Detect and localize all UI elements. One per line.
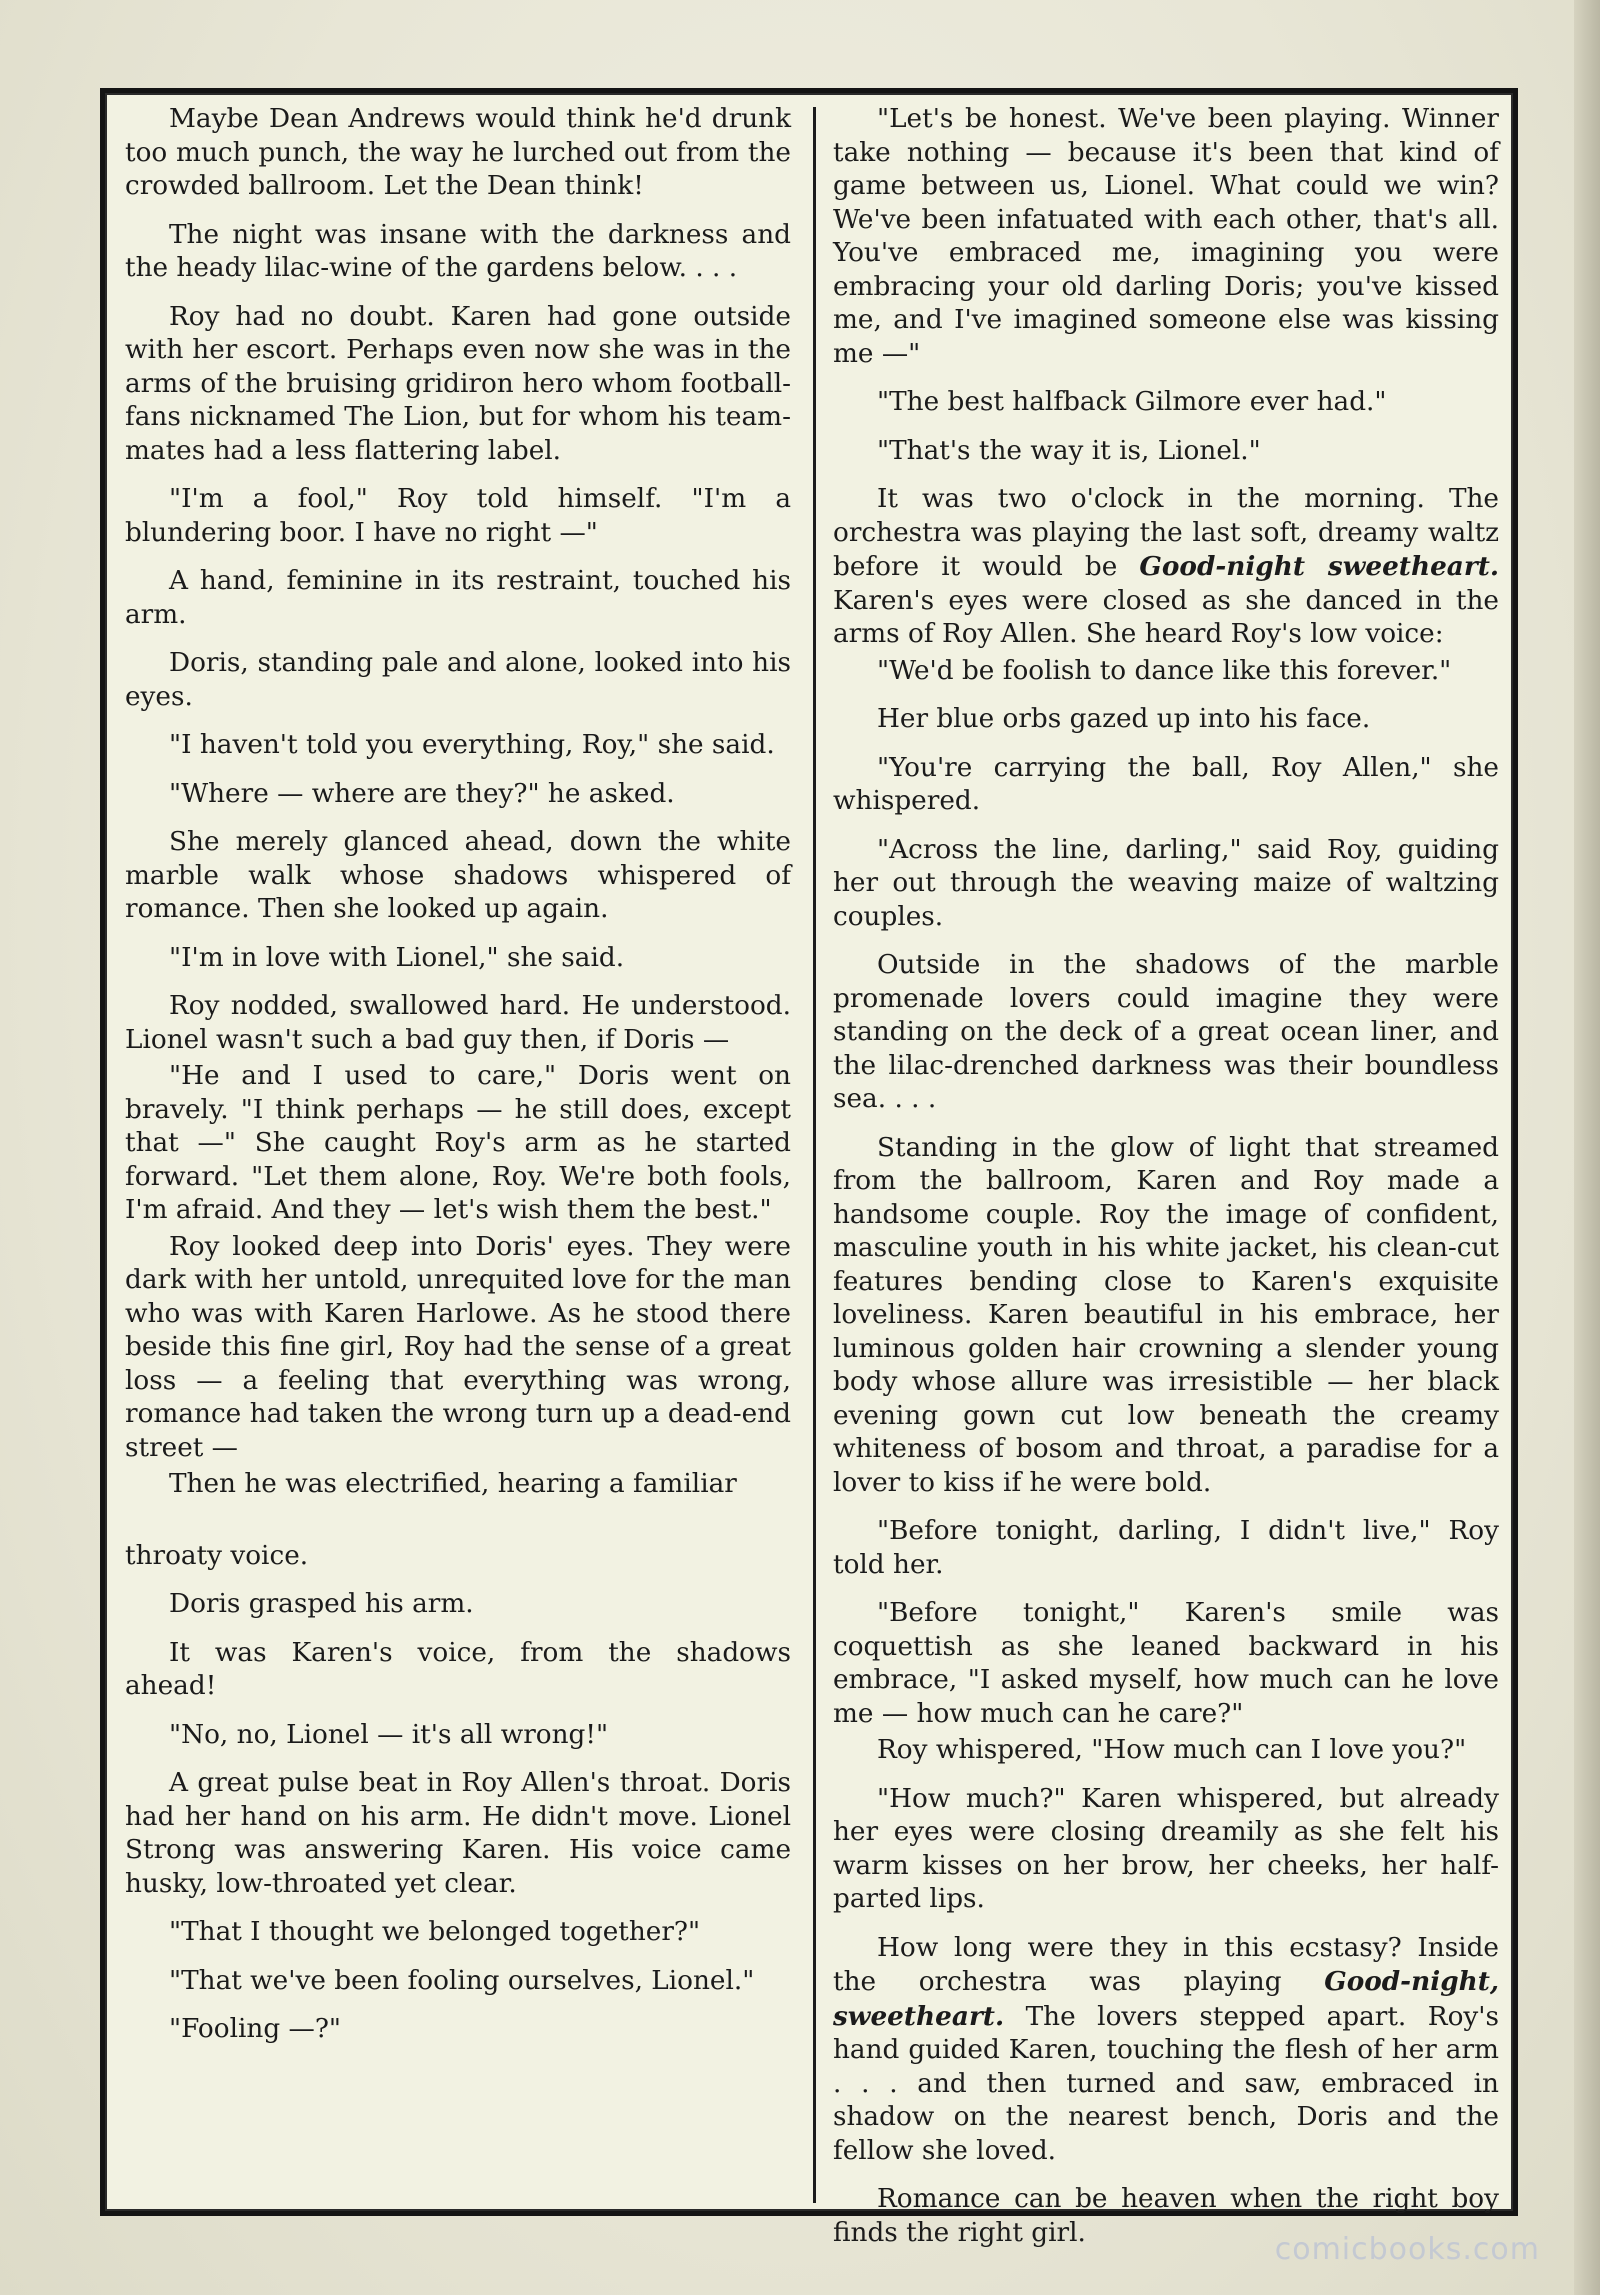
paragraph: A hand, feminine in its restraint, touched his arm.	[125, 566, 791, 630]
paragraph: "We'd be foolish to dance like this forever."	[877, 655, 1452, 686]
paragraph	[833, 1932, 1499, 2169]
paragraph: "That we've been fooling ourselves, Lionel."	[169, 1965, 755, 1996]
story-text-box	[100, 88, 1518, 2248]
paragraph: Outside in the shadows of the marble promenade lovers could imagine they were standing on the deck of a great ocean liner, and the lilac-drenched darkness was their boundless sea. . . .	[833, 950, 1499, 1114]
paragraph: "Across the line, darling," said Roy, guiding her out through the weaving maize of waltzing couples.	[833, 834, 1499, 932]
paragraph: It was Karen's voice, from the shadows ahead!	[125, 1637, 791, 1701]
paragraph: Doris, standing pale and alone, looked into his eyes.	[125, 648, 791, 712]
paragraph: Roy looked deep into Doris' eyes. They were dark with her untold, unrequited love for the man who was with Karen Harlowe. As he stood there beside this fine girl, Roy had the sense of a great loss — a feeling that everything was wrong, romance had taken the wrong turn up a dead-end street —	[125, 1231, 791, 1463]
right-column	[833, 103, 1500, 2248]
paragraph-text: How long were they in this ecstasy? Inside the orchestra was playing	[833, 1932, 1499, 1997]
column-divider	[813, 107, 816, 2203]
paragraph-text: Karen's eyes were closed as she danced in the arms of Roy Allen. She heard Roy's low voice:	[833, 585, 1499, 649]
paragraph: "How much?" Karen whispered, but already her eyes were closing dreamily as she felt his warm kisses on her brow, her cheeks, her half-parted lips.	[833, 1783, 1499, 1914]
watermark: comicbooks.com	[1274, 2232, 1540, 2267]
paragraph: "You're carrying the ball, Roy Allen," she whispered.	[833, 752, 1499, 816]
paragraph: "Where — where are they?" he asked.	[169, 778, 675, 809]
paragraph: Her blue orbs gazed up into his face.	[877, 704, 1371, 734]
paragraph: Maybe Dean Andrews would think he'd drunk too much punch, the way he lurched out from the crowded ballroom. Let the Dean think!	[125, 104, 791, 201]
left-column	[125, 103, 791, 2207]
paragraph-text: The lovers stepped apart. Roy's hand guided Karen, touching the flesh of her arm . . . and then turned and saw, embraced in shadow on the nearest bench, Doris and the fellow she loved.	[833, 2001, 1500, 2166]
paragraph: "He and I used to care," Doris went on bravely. "I think perhaps — he still does, except that —" She caught Roy's arm as he started forward. "Let them alone, Roy. We're both fools, I'm afraid. And they — let's wish them the best."	[125, 1061, 791, 1225]
paragraph: The night was insane with the darkness and the heady lilac-wine of the gardens below. . . .	[125, 219, 791, 283]
paragraph: A great pulse beat in Roy Allen's throat. Doris had her hand on his arm. He didn't move. Lionel Strong was answering Karen. His voice came husky, low-throated yet clear.	[125, 1768, 791, 1899]
paragraph: throaty voice.	[125, 1540, 309, 1571]
paragraph: "No, no, Lionel — it's all wrong!"	[169, 1719, 609, 1750]
paragraph: "Let's be honest. We've been playing. Winner take nothing — because it's been that kind of game between us, Lionel. What could we win? We've been infatuated with each other, that's all. You've embraced me, imagining you were embracing your old darling Doris; you've kissed me, and I've imagined someone else was kissing me —"	[833, 104, 1499, 369]
paragraph: Standing in the glow of light that streamed from the ballroom, Karen and Roy made a handsome couple. Roy the image of confident, masculine youth in his white jacket, his clean-cut features bending close to Karen's exquisite loveliness. Karen beautiful in his embrace, her luminous golden hair crowning a slender young body whose allure was irresistible — her black evening gown cut low beneath the creamy whiteness of bosom and throat, a paradise for a lover to kiss if he were bold.	[833, 1132, 1499, 1498]
paragraph: Then he was electrified, hearing a familiar	[169, 1469, 737, 1499]
paragraph: She merely glanced ahead, down the white marble walk whose shadows whispered of romance. Then she looked up again.	[125, 827, 791, 924]
paragraph: Doris grasped his arm.	[169, 1589, 474, 1619]
paragraph: "Before tonight," Karen's smile was coquettish as she leaned backward in his embrace, "I asked myself, how much can he love me — how much can he care?"	[833, 1598, 1499, 1729]
paragraph	[833, 483, 1499, 652]
paragraph: "I'm in love with Lionel," she said.	[169, 942, 625, 973]
page-spine-edge	[1574, 0, 1600, 2295]
song-title: Good-night sweetheart.	[1139, 551, 1499, 582]
paragraph: "That I thought we belonged together?"	[169, 1917, 701, 1947]
paragraph: "The best halfback Gilmore ever had."	[877, 387, 1387, 417]
paragraph: "Fooling —?"	[169, 2014, 342, 2044]
paragraph: Roy whispered, "How much can I love you?"	[877, 1735, 1467, 1765]
paragraph: "I haven't told you everything, Roy," she said.	[169, 730, 775, 760]
paragraph: "I'm a fool," Roy told himself. "I'm a blundering boor. I have no right —"	[125, 484, 791, 548]
paragraph: Romance can be heaven when the right boy finds the right girl.	[833, 2184, 1499, 2248]
song-title: Good-night, sweetheart.	[833, 1966, 1500, 2032]
paragraph: "Before tonight, darling, I didn't live," Roy told her.	[833, 1516, 1499, 1580]
paragraph: Roy nodded, swallowed hard. He understood. Lionel wasn't such a bad guy then, if Doris —	[125, 991, 791, 1055]
paragraph: Roy had no doubt. Karen had gone outside with her escort. Perhaps even now she was in the arms of the bruising gridiron hero whom football-fans nicknamed The Lion, but for whom his team-mates had a less flattering label.	[125, 301, 791, 466]
paragraph-text: It was two o'clock in the morning. The orchestra was playing the last soft, dreamy waltz before it would be	[833, 484, 1499, 582]
paragraph: "That's the way it is, Lionel."	[877, 435, 1261, 466]
